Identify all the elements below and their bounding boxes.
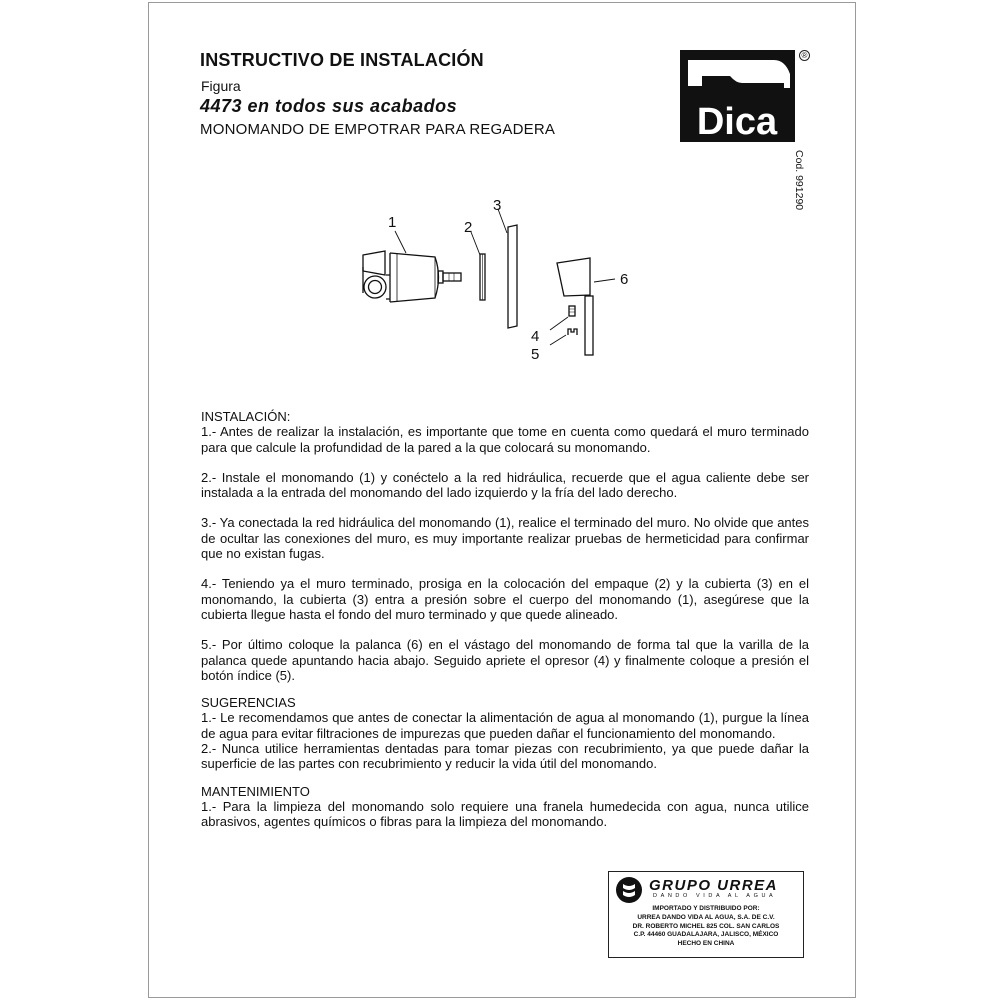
figura-label: Figura xyxy=(201,78,241,94)
part-2-gasket xyxy=(480,254,485,300)
suggestions-heading: SUGERENCIAS xyxy=(201,695,296,711)
brand-tagline: DANDO VIDA AL AGUA xyxy=(653,893,777,899)
installation-step: 3.- Ya conectada la red hidráulica del monomando (1), realice el terminado del muro. No olvide que antes de ocultar las conexiones del muro, es muy importante realizar pruebas de hermeticidad para confirmar que no existan fugas. xyxy=(201,515,809,562)
installation-heading: INSTALACIÓN: xyxy=(201,409,291,424)
maintenance-heading: MANTENIMIENTO xyxy=(201,783,310,799)
leader-line-6 xyxy=(594,279,615,282)
distributor-line: C.P. 44460 GUADALAJARA, JALISCO, MÉXICO xyxy=(633,931,779,939)
part-4-set-screw xyxy=(569,306,575,316)
urrea-logo-icon xyxy=(615,876,643,904)
installation-step: 4.- Teniendo ya el muro terminado, prosiga en la colocación del empaque (2) y la cubierta (3) en el monomando, la cubierta (3) entra a presión sobre el cuerpo del monomando (1), asegúrese que la cubierta llegue hasta el fondo del muro terminado y que quede alineado. xyxy=(201,576,809,622)
callout-5: 5 xyxy=(531,346,540,363)
part-5-index-button xyxy=(568,329,577,335)
maintenance-item: 1.- Para la limpieza del monomando solo requiere una franela humedecida con agua, nunca utilice abrasivos, agentes químicos o fibras para la limpieza del monomando. xyxy=(201,798,809,830)
part-3-cover-plate xyxy=(508,225,517,328)
distributor-line: URREA DANDO VIDA AL AGUA, S.A. DE C.V. xyxy=(637,913,775,921)
model-number: 4473 en todos sus acabados xyxy=(200,96,458,116)
registered-mark: ® xyxy=(799,50,810,61)
page-title: INSTRUCTIVO DE INSTALACIÓN xyxy=(200,50,484,70)
installation-step: 5.- Por último coloque la palanca (6) en el vástago del monomando de forma tal que la varilla de la palanca quede apuntando hacia abajo. Seguido apriete el opresor (4) y finalmente coloque a presión el botón índice (5). xyxy=(201,637,809,683)
leader-line-2 xyxy=(471,232,480,255)
distributor-line: IMPORTADO Y DISTRIBUIDO POR: xyxy=(652,905,760,912)
dica-logo-text: Dica xyxy=(696,101,778,142)
callout-2: 2 xyxy=(464,219,473,236)
leader-line-1 xyxy=(395,231,406,253)
suggestion-item: 2.- Nunca utilice herramientas dentadas para tomar piezas con recubrimiento, ya que puede dañar la superficie de las partes con recubrimiento y reducir la vida útil del monomando. xyxy=(201,741,809,772)
brand-name: GRUPO URREA xyxy=(649,877,779,894)
product-subtitle: MONOMANDO DE EMPOTRAR PARA REGADERA xyxy=(200,121,556,138)
installation-step: 2.- Instale el monomando (1) y conéctelo a la red hidráulica, recuerde que el agua caliente debe ser instalada a la entrada del monomando del lado izquierdo y la fría del lado derecho. xyxy=(201,469,809,501)
callout-3: 3 xyxy=(493,197,502,214)
distributor-box xyxy=(608,871,804,958)
product-code: Cod. 991290 xyxy=(793,150,805,211)
distributor-line: DR. ROBERTO MICHEL 825 COL. SAN CARLOS xyxy=(632,922,780,930)
leader-line-5 xyxy=(550,335,566,345)
part-1-valve-body xyxy=(363,251,461,302)
callout-4: 4 xyxy=(531,328,540,345)
grupo-urrea-brand xyxy=(613,875,799,903)
distributor-info xyxy=(609,905,803,949)
leader-line-4 xyxy=(550,317,568,330)
suggestion-item: 1.- Le recomendamos que antes de conectar la alimentación de agua al monomando (1), purgue la línea de agua para evitar filtraciones de impurezas que pueden dañar el funcionamiento del monomando. xyxy=(201,710,809,741)
callout-1: 1 xyxy=(388,214,397,231)
dica-logo xyxy=(680,50,795,142)
callout-6: 6 xyxy=(620,271,629,288)
instructions-body xyxy=(201,409,809,830)
distributor-line: HECHO EN CHINA xyxy=(677,940,735,948)
parts-diagram xyxy=(350,195,650,370)
installation-step: 1.- Antes de realizar la instalación, es importante que tome en cuenta como quedará el muro terminado para que calcule la profundidad de la pared a la que colocará su monomando. xyxy=(201,424,809,455)
